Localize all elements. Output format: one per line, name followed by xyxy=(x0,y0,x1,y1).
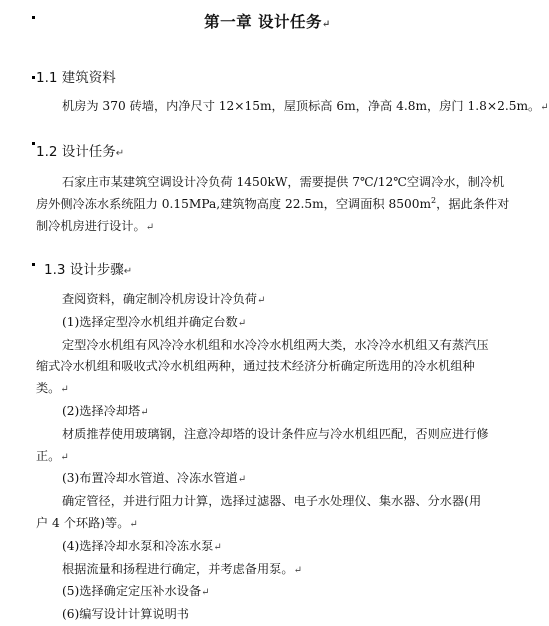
paragraph-mark-icon: ↵ xyxy=(115,148,125,159)
step-text: 缩式冷水机组和吸收式冷水机组两种，通过技术经济分析确定所选用的冷水机组种 xyxy=(36,359,475,374)
paragraph-mark-icon: ↵ xyxy=(60,384,69,396)
task-text: ，据此条件对 xyxy=(436,196,510,211)
paragraph-bullet-icon xyxy=(32,76,35,79)
step-text: (5)选择确定定压补水设备 xyxy=(62,584,202,599)
text-line xyxy=(36,335,514,357)
text-line xyxy=(36,513,514,536)
text-line xyxy=(36,96,549,119)
paragraph-mark-icon: ↵ xyxy=(213,541,222,553)
text-line xyxy=(36,536,514,559)
step-text: (6)编写设计计算说明书 xyxy=(62,607,189,622)
section-heading-text: 1.1 建筑资料 xyxy=(36,70,116,86)
text-line xyxy=(36,194,514,216)
step-text: (4)选择冷却水泵和冷冻水泵 xyxy=(62,538,214,553)
text-line xyxy=(36,468,514,491)
paragraph-mark-icon: ↵ xyxy=(201,587,210,599)
step-text: 查阅资料，确定制冷机房设计冷负荷 xyxy=(62,292,257,306)
section-heading-1-1 xyxy=(36,66,116,86)
chapter-title-text: 第一章 设计任务 xyxy=(204,12,322,31)
text-line xyxy=(36,401,514,424)
paragraph-mark-icon: ↵ xyxy=(293,564,302,576)
task-paragraph xyxy=(36,172,514,238)
step-text: (3)布置冷却水管道、冷冻水管道 xyxy=(62,471,238,486)
step-text: 户 4 个环路)等。 xyxy=(36,515,130,530)
paragraph-bullet-icon xyxy=(32,263,35,266)
step-text: 确定管径，并进行阻力计算，选择过滤器、电子水处理仪、集水器、分水器(用 xyxy=(62,494,482,509)
text-line xyxy=(36,172,514,194)
text-line xyxy=(36,446,514,469)
text-line xyxy=(36,424,514,446)
text-line xyxy=(36,559,514,582)
text-line xyxy=(36,216,514,239)
paragraph-mark-icon: ↵ xyxy=(129,518,138,530)
paragraph-mark-icon: ↵ xyxy=(60,451,69,463)
section-heading-1-2 xyxy=(36,140,124,160)
paragraph-bullet-icon xyxy=(32,142,35,145)
text-line xyxy=(36,491,514,513)
paragraph-mark-icon: ↵ xyxy=(237,317,247,329)
building-paragraph xyxy=(36,96,549,119)
building-text: 机房为 370 砖墙，内净尺寸 12×15m，屋顶标高 6m，净高 4.8m，房门 1.8×2.5m。 xyxy=(62,99,541,113)
paragraph-mark-icon: ↵ xyxy=(145,221,155,233)
paragraph-mark-icon: ↵ xyxy=(322,19,331,30)
text-line xyxy=(36,356,514,378)
paragraph-mark-icon: ↵ xyxy=(140,406,149,418)
step-text: 根据流量和扬程进行确定，并考虑备用泵。 xyxy=(62,561,294,576)
steps-paragraph xyxy=(36,289,514,626)
step-text: (1)选择定型冷水机组并确定台数 xyxy=(62,314,238,329)
section-heading-text: 1.2 设计任务 xyxy=(36,144,116,160)
step-text: 类。 xyxy=(36,381,61,396)
paragraph-mark-icon: ↵ xyxy=(257,295,266,306)
section-heading-text: 1.3 设计步骤 xyxy=(44,262,124,278)
chapter-title xyxy=(0,10,535,32)
step-text: (2)选择冷却塔 xyxy=(62,403,141,418)
step-text: 正。 xyxy=(36,448,61,463)
text-line xyxy=(36,604,514,626)
text-line xyxy=(36,378,514,401)
task-text: 制冷机房进行设计。 xyxy=(36,218,146,233)
text-line xyxy=(36,289,514,312)
paragraph-mark-icon: ↵ xyxy=(237,474,247,486)
text-line xyxy=(36,312,514,335)
paragraph-mark-icon: ↵ xyxy=(540,102,549,113)
step-text: 定型冷水机组有风冷冷水机组和水冷冷水机组两大类，水冷冷水机组又有蒸汽压 xyxy=(62,337,489,352)
paragraph-mark-icon: ↵ xyxy=(123,266,133,277)
section-heading-1-3 xyxy=(44,258,132,278)
task-text: 石家庄市某建筑空调设计冷负荷 1450kW，需要提供 7℃/12℃空调冷水，制冷机 xyxy=(62,175,505,189)
superscript: 2 xyxy=(431,195,437,205)
step-text: 材质推荐使用玻璃钢，注意冷却塔的设计条件应与冷水机组匹配，否则应进行修 xyxy=(62,426,489,441)
task-text: 房外侧冷冻水系统阻力 0.15MPa,建筑物高度 22.5m，空调面积 8500m xyxy=(36,196,432,211)
text-line xyxy=(36,581,514,604)
